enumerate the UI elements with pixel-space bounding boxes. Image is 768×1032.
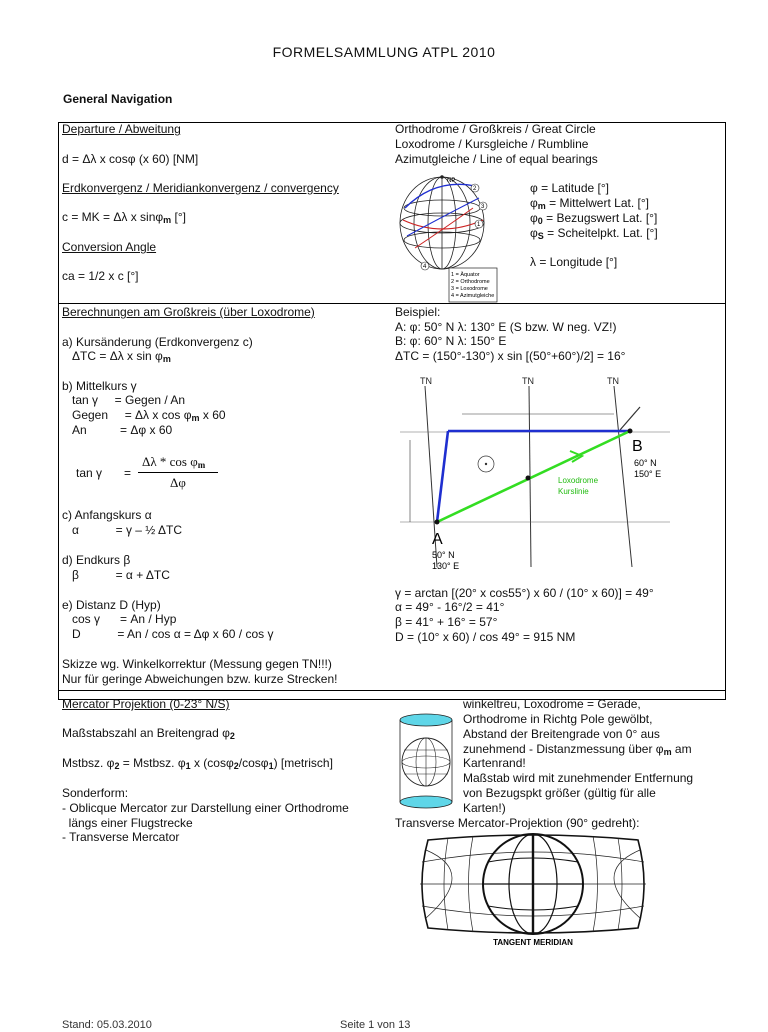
point-a-lon: 130° E: [432, 561, 460, 571]
note-1: Skizze wg. Winkelkorrektur (Messung gegen TN!!!): [62, 657, 332, 671]
globe-legend-item: 4 = Azimutgleiche: [451, 293, 495, 299]
formula-b1: tan γ = Gegen / An: [72, 393, 186, 407]
loxodrome-label: Loxodrome: [558, 476, 599, 485]
mercator-note-1: winkeltreu, Loxodrome = Gerade,: [463, 697, 641, 711]
point-b-lon: 150° E: [634, 469, 662, 479]
formula-d: β = α + ΔTC: [72, 568, 170, 582]
mercator-scale-formula: Mstbsz. $\varphi_2$ = Mstbsz. $\varphi_1$ x (cosφ$_2$/cosφ$_1$) [metrisch]: [62, 756, 333, 771]
def-bezugswert: $\varphi_0$ = Bezugswert Lat. [°]: [530, 211, 658, 226]
circle-label: 3: [481, 204, 485, 210]
formula-c: α = γ – ½ ΔTC: [72, 523, 182, 537]
transverse-mercator-figure: [418, 832, 648, 950]
mercator-note-6: Maßstab wird mit zunehmender Entfernung: [463, 771, 694, 785]
row-divider: [58, 303, 726, 304]
heading-departure: Departure / Abweitung: [62, 122, 181, 136]
formula-b2: Gegen = Δλ x $\cos \varphi_m$ x 60: [72, 408, 226, 423]
item-e: e) Distanz D (Hyp): [62, 598, 161, 612]
item-b: b) Mittelkurs γ: [62, 379, 137, 393]
fraction-lhs: tan γ: [76, 466, 103, 480]
formula-a: ΔTC = Δλ x $\sin \varphi_m$: [72, 349, 171, 364]
mercator-note-8: Karten!): [463, 801, 506, 815]
circle-label: 4: [423, 264, 427, 270]
def-longitude: λ = Longitude [°]: [530, 255, 618, 269]
globe-legend-item: 3 = Loxodrome: [451, 286, 488, 292]
mercator-scale-label: Maßstabszahl an Breitengrad $\varphi_2$: [62, 726, 235, 741]
mercator-note-2: Orthodrome in Richtg Pole gewölbt,: [463, 712, 653, 726]
formula-e1: cos γ = An / Hyp: [72, 612, 177, 626]
fraction-numerator: Δλ * $\cos \varphi_m$: [142, 454, 206, 470]
mercator-note-7: von Bezugspkt größer (gültig für alle: [463, 786, 656, 800]
mercator-note-4: zunehmend - Distanzmessung über $\varphi_m$ am: [463, 742, 692, 757]
item-c: c) Anfangskurs α: [62, 508, 152, 522]
footer-page: Seite 1 von 13: [340, 1019, 411, 1031]
def-scheitelpunkt: $\varphi_S$ = Scheitelpkt. Lat. [°]: [530, 226, 658, 241]
loxodrome-diagram: [400, 372, 670, 582]
example-dtc: ΔTC = (150°-130°) x sin [(50°+60°)/2] = 16°: [395, 349, 626, 363]
example-a: A: φ: 50° N λ: 130° E (S bzw. W neg. VZ!): [395, 320, 617, 334]
globe-legend-item: 2 = Orthodrome: [451, 279, 490, 285]
formula-departure: d = Δλ x cosφ (x 60) [NM]: [62, 152, 199, 166]
heading-conversion-angle: Conversion Angle: [62, 240, 157, 254]
globe-np-label: NP: [447, 178, 456, 184]
result-beta: β = 41° + 16° = 57°: [395, 615, 498, 629]
globe-figure: [395, 168, 505, 304]
line-azimut: Azimutgleiche / Line of equal bearings: [395, 152, 598, 166]
formula-e2: D = An / cos α = Δφ x 60 / cos γ: [72, 627, 274, 641]
row-divider: [58, 690, 726, 691]
sonderform-heading: Sonderform:: [62, 786, 129, 800]
footer-date: Stand: 05.03.2010: [62, 1019, 152, 1031]
mercator-note-3: Abstand der Breitengrade von 0° aus: [463, 727, 660, 741]
line-orthodrome: Orthodrome / Großkreis / Great Circle: [395, 122, 596, 136]
tangent-meridian-label: TANGENT MERIDIAN: [493, 938, 573, 947]
point-b-lat: 60° N: [634, 458, 657, 468]
formula-conversion-angle: ca = 1/2 x c [°]: [62, 269, 139, 283]
item-a: a) Kursänderung (Erdkonvergenz c): [62, 335, 253, 349]
line-loxodrome: Loxodrome / Kursgleiche / Rumbline: [395, 137, 589, 151]
section-title: General Navigation: [63, 92, 173, 106]
fraction-bar: [138, 472, 218, 473]
example-heading: Beispiel:: [395, 305, 441, 319]
tn-label: TN: [607, 376, 619, 386]
circle-label: 2: [473, 186, 477, 192]
def-mittelwert: $\varphi_m$ = Mittelwert Lat. [°]: [530, 196, 649, 211]
fraction-eq: =: [124, 466, 132, 480]
tn-label: TN: [420, 376, 432, 386]
heading-calc: Berechnungen am Großkreis (über Loxodrome): [62, 305, 315, 319]
sonderform-oblique-cont: längs einer Flugstrecke: [62, 816, 193, 830]
cylinder-projection-icon: [395, 712, 457, 812]
sonderform-transverse: - Transverse Mercator: [62, 830, 180, 844]
fraction-denominator: Δφ: [170, 475, 186, 490]
sonderform-oblique: - Oblicque Mercator zur Darstellung einer Orthodrome: [62, 801, 349, 815]
tn-label: TN: [522, 376, 534, 386]
item-d: d) Endkurs β: [62, 553, 131, 567]
note-2: Nur für geringe Abweichungen bzw. kurze Strecken!: [62, 672, 338, 686]
point-b-label: B: [632, 438, 643, 455]
result-distance: D = (10° x 60) / cos 49° = 915 NM: [395, 630, 576, 644]
page-title: FORMELSAMMLUNG ATPL 2010: [272, 44, 496, 60]
point-a-lat: 50° N: [432, 550, 455, 560]
heading-mercator: Mercator Projektion (0-23° N/S): [62, 697, 230, 711]
circle-label: 1: [477, 222, 481, 228]
kurslinie-label: Kurslinie: [558, 487, 589, 496]
def-latitude: φ = Latitude [°]: [530, 181, 609, 195]
transverse-mercator-caption: Transverse Mercator-Projektion (90° gedreht):: [395, 816, 640, 830]
mercator-note-5: Kartenrand!: [463, 756, 526, 770]
result-alpha: α = 49° - 16°/2 = 41°: [395, 600, 505, 614]
heading-convergency: Erdkonvergenz / Meridiankonvergenz / convergency: [62, 181, 339, 195]
result-gamma: γ = arctan [(20° x cos55°) x 60 / (10° x 60)] = 49°: [395, 586, 654, 600]
point-a-label: A: [432, 531, 443, 548]
formula-b3: An = Δφ x 60: [72, 423, 173, 437]
example-b: B: φ: 60° N λ: 150° E: [395, 334, 507, 348]
formula-convergency: c = MK = Δλ x sinφ$_m$ [°]: [62, 210, 186, 225]
globe-legend-item: 1 = Äquator: [451, 272, 480, 278]
